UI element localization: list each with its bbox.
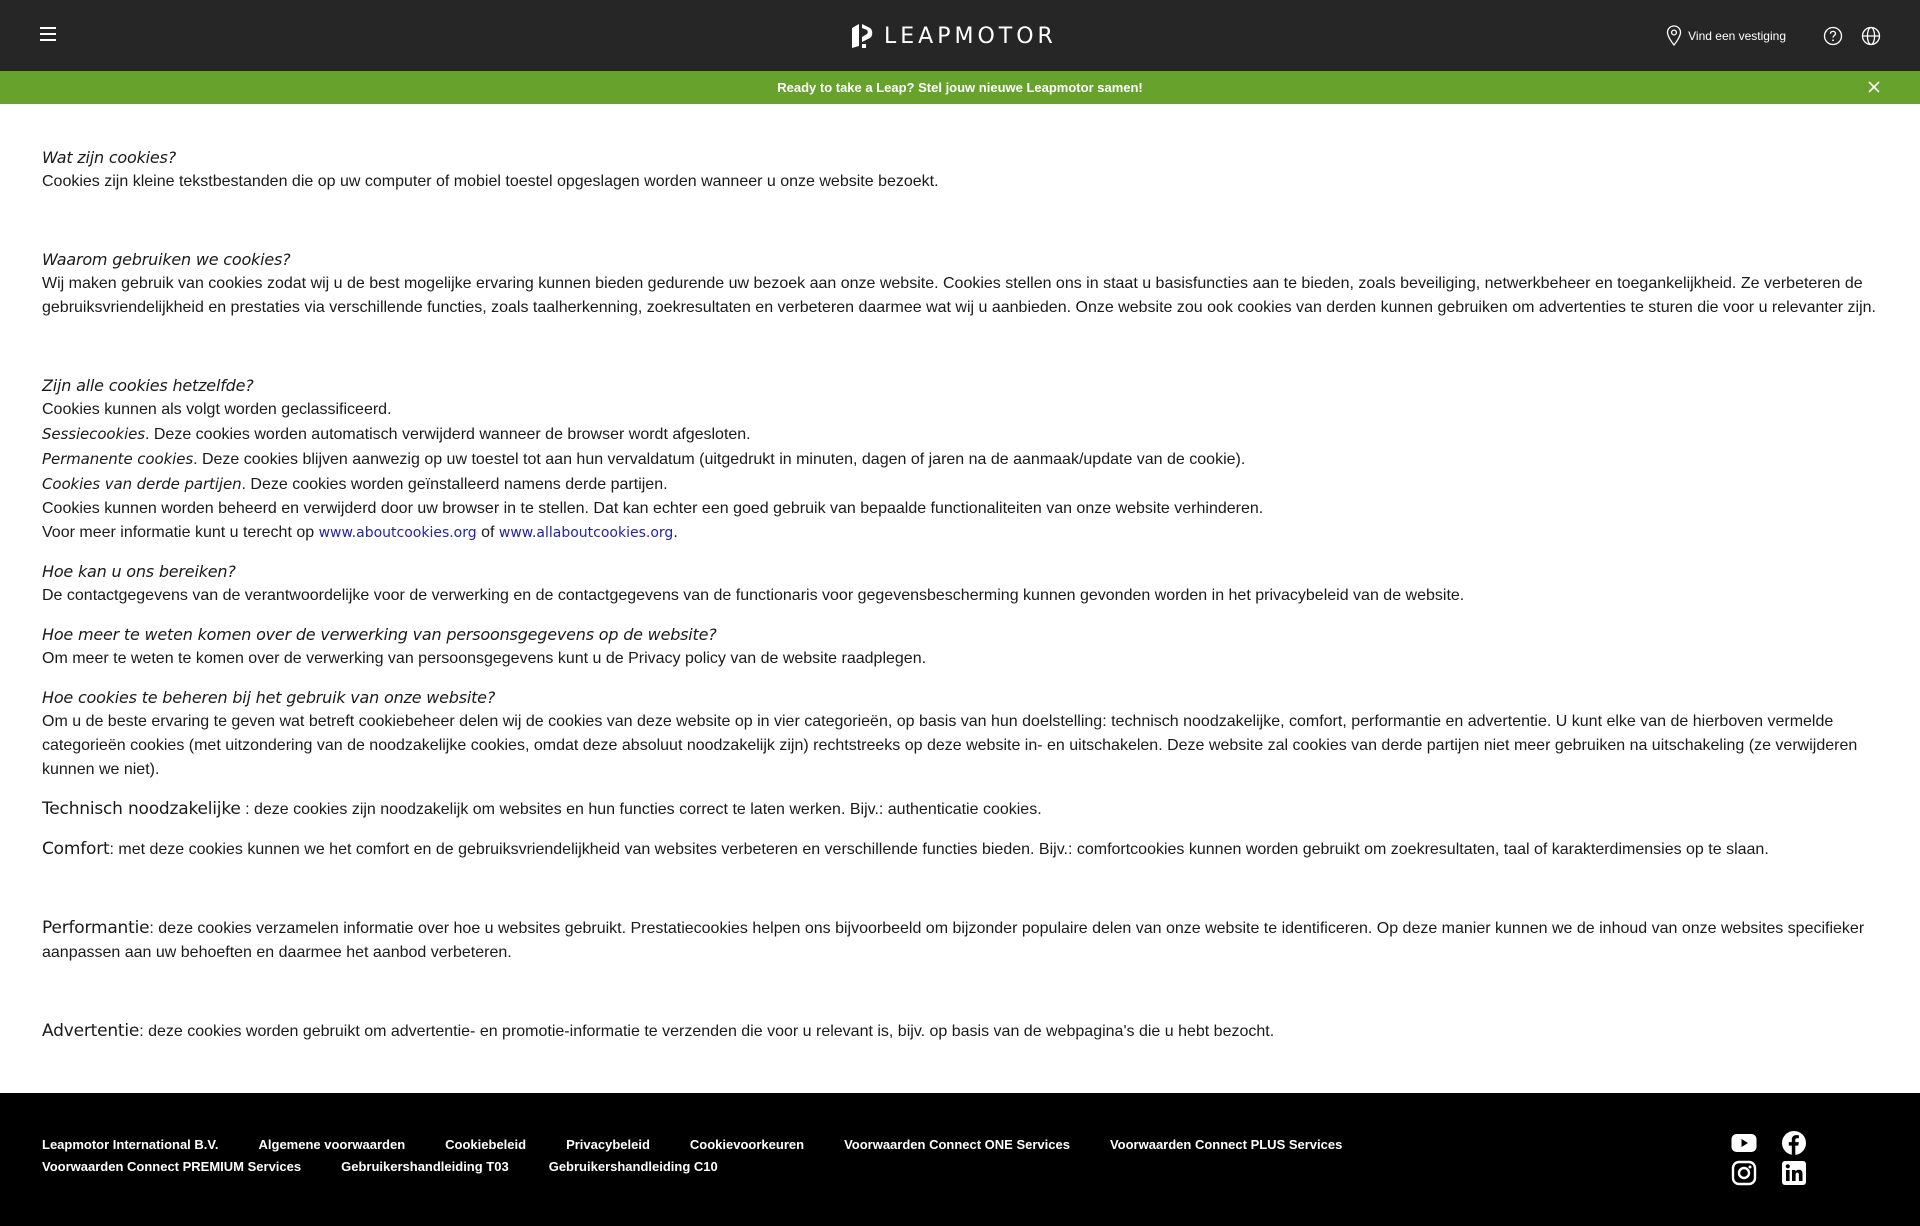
footer-link-connect-one[interactable]: Voorwaarden Connect ONE Services [844, 1137, 1070, 1152]
section-body-contact: De contactgegevens van de verantwoordelijke voor de verwerking en de contactgegevens van de functionaris voor gegevensbescherming kunnen gevonden worden in het privacybeleid van de website. [42, 587, 1465, 604]
find-store-link[interactable] [1666, 25, 1786, 47]
section-title-why-cookies: Waarom gebruiken we cookies? [42, 250, 291, 269]
footer-link-manual-t03[interactable]: Gebruikershandleiding T03 [341, 1159, 509, 1174]
more-info-line [42, 521, 1882, 545]
facebook-icon[interactable] [1780, 1129, 1808, 1157]
section-body-manage-cookies: Om u de beste ervaring te geven wat betreft cookiebeheer delen wij de cookies van deze website op in vier categorieën, op basis van hun doelstelling: technisch noodzakelijke, comfort, performantie en advertentie. U kunt elke van de hierboven vermelde categorieën cookies (met uitzondering van de noodzakelijke cookies, omdat deze absoluut noodzakelijk zijn) rechtstreeks op deze website in- en uitschakelen. Deze website zal cookies van derde partijen niet meer gebruiken na uitschakeling (ze verwijderen kunnen we niet). [42, 713, 1858, 778]
top-navigation-bar [0, 0, 1920, 71]
allaboutcookies-link[interactable]: www.allaboutcookies.org [498, 525, 674, 541]
section-title-contact: Hoe kan u ons bereiken? [42, 562, 236, 581]
category-comfort-label: Comfort [42, 839, 110, 859]
category-advertising-label: Advertentie [42, 1021, 140, 1041]
leapmotor-logo[interactable] [850, 22, 1057, 50]
permanent-cookies-text: . Deze cookies blijven aanwezig op uw toestel tot aan hun vervaldatum (uitgedrukt in minuten, dagen of jaren na de aanmaak/update van de cookie). [193, 451, 1246, 468]
more-info-suffix: . [673, 524, 678, 541]
more-info-mid: of [476, 524, 499, 541]
session-cookies-line [42, 422, 1882, 447]
session-cookies-label: Sessiecookies [42, 425, 145, 443]
youtube-icon[interactable] [1730, 1129, 1758, 1157]
cookie-policy-content [42, 146, 1882, 1044]
more-info-prefix: Voor meer informatie kunt u terecht op [42, 524, 319, 541]
social-links [1730, 1129, 1830, 1187]
help-icon[interactable] [1822, 25, 1844, 47]
location-pin-icon [1666, 25, 1682, 47]
logo-wordmark: LEAPMOTOR [884, 23, 1057, 49]
third-party-cookies-label: Cookies van derde partijen [42, 475, 242, 493]
category-performance [42, 916, 1882, 965]
cookie-types-intro: Cookies kunnen als volgt worden geclassificeerd. [42, 401, 392, 418]
section-body-what-are-cookies: Cookies zijn kleine tekstbestanden die op uw computer of mobiel toestel opgeslagen worden wanneer u onze website bezoekt. [42, 173, 939, 190]
category-technical-label: Technisch noodzakelijke [42, 799, 241, 819]
aboutcookies-link[interactable]: www.aboutcookies.org [318, 525, 477, 541]
section-title-what-are-cookies: Wat zijn cookies? [42, 148, 176, 167]
footer-link-company[interactable]: Leapmotor International B.V. [42, 1137, 219, 1152]
linkedin-icon[interactable] [1780, 1159, 1808, 1187]
footer-link-cookie-policy[interactable]: Cookiebeleid [445, 1137, 527, 1152]
section-title-manage-cookies: Hoe cookies te beheren bij het gebruik van onze website? [42, 688, 496, 707]
close-icon[interactable] [1866, 79, 1882, 95]
category-technical-text: : deze cookies zijn noodzakelijk om websites en hun functies correct te laten werken. Bijv.: authenticatie cookies. [240, 801, 1042, 818]
footer-link-terms[interactable]: Algemene voorwaarden [258, 1137, 406, 1152]
category-performance-text: : deze cookies verzamelen informatie over hoe u websites gebruikt. Prestatiecookies helpen ons bijvoorbeeld om bijzonder populaire delen van onze website te identificeren. Op deze manier kunnen we de inhoud van onze websites specifieker aanpassen aan uw behoeften en daarmee het aanbod verbeteren. [42, 920, 1865, 961]
promo-banner [0, 71, 1920, 104]
category-comfort [42, 837, 1882, 862]
section-body-data-processing: Om meer te weten te komen over de verwerking van persoonsgegevens kunt u de Privacy policy van de website raadplegen. [42, 650, 927, 667]
category-performance-label: Performantie [42, 918, 150, 938]
section-title-cookie-types: Zijn alle cookies hetzelfde? [42, 376, 254, 395]
menu-icon[interactable] [40, 27, 60, 43]
leapmotor-logo-mark-icon [850, 22, 874, 50]
session-cookies-text: . Deze cookies worden automatisch verwijderd wanneer de browser wordt afgesloten. [144, 426, 751, 443]
footer-link-manual-c10[interactable]: Gebruikershandleiding C10 [548, 1159, 718, 1174]
globe-icon[interactable] [1860, 25, 1882, 47]
instagram-icon[interactable] [1730, 1159, 1758, 1187]
permanent-cookies-line [42, 447, 1882, 472]
section-title-data-processing: Hoe meer te weten komen over de verwerking van persoonsgegevens op de website? [42, 625, 717, 644]
permanent-cookies-label: Permanente cookies [42, 450, 194, 468]
footer [0, 1093, 1920, 1226]
footer-link-privacy-policy[interactable]: Privacybeleid [566, 1137, 650, 1152]
section-body-why-cookies: Wij maken gebruik van cookies zodat wij u de best mogelijke ervaring kunnen bieden gedurende uw bezoek aan onze website. Cookies stellen ons in staat u basisfuncties aan te bieden, zoals beveiliging, netwerkbeheer en toegankelijkheid. Ze verbeteren de gebruiksvriendelijkheid en prestaties via verschillende functies, zoals taalherkenning, zoekresultaten en verbeteren daarmee wat wij u aanbieden. Onze website zou ook cookies van derden kunnen gebruiken om advertenties te sturen die voor u relevanter zijn. [42, 275, 1876, 316]
category-technical [42, 797, 1882, 822]
footer-links [42, 1136, 1662, 1176]
category-advertising-text: : deze cookies worden gebruikt om advertentie- en promotie-informatie te verzenden die voor u relevant is, bijv. op basis van de webpagina's die u hebt bezocht. [139, 1023, 1275, 1040]
category-comfort-text: : met deze cookies kunnen we het comfort en de gebruiksvriendelijkheid van websites verbeteren en verschillende functies bieden. Bijv.: comfortcookies kunnen worden gebruikt om zoekresultaten, taal of karakterdimensies op te slaan. [109, 841, 1769, 858]
footer-link-connect-plus[interactable]: Voorwaarden Connect PLUS Services [1109, 1137, 1343, 1152]
find-store-label: Vind een vestiging [1688, 29, 1786, 43]
third-party-cookies-text: . Deze cookies worden geïnstalleerd namens derde partijen. [241, 476, 668, 493]
third-party-cookies-line [42, 472, 1882, 497]
footer-link-connect-premium[interactable]: Voorwaarden Connect PREMIUM Services [42, 1159, 302, 1174]
cookie-management-text: Cookies kunnen worden beheerd en verwijderd door uw browser in te stellen. Dat kan echter een goed gebruik van bepaalde functionaliteiten van onze website verhinderen. [42, 500, 1264, 517]
promo-banner-text[interactable]: Ready to take a Leap? Stel jouw nieuwe Leapmotor samen! [777, 80, 1143, 95]
category-advertising [42, 1019, 1882, 1044]
footer-link-cookie-preferences[interactable]: Cookievoorkeuren [689, 1137, 805, 1152]
